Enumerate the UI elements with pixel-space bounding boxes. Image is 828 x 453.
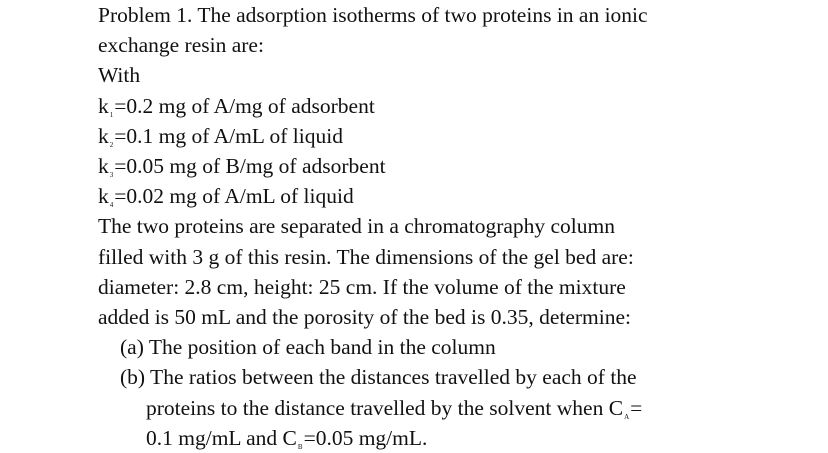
constant-symbol: k	[98, 154, 109, 179]
constant-k3	[98, 151, 818, 181]
constant-k4	[98, 181, 818, 211]
constant-symbol: k	[98, 93, 109, 118]
body-line-3: diameter: 2.8 cm, height: 25 cm. If the volume of the mixture	[98, 274, 626, 299]
question-b-line-3	[98, 423, 818, 453]
constant-text: =0.2 mg of A/mg of adsorbent	[114, 93, 375, 118]
body-line-4: added is 50 mL and the porosity of the bed is 0.35, determine:	[98, 305, 632, 330]
problem-title-line-1: Problem 1. The adsorption isotherms of two proteins in an ionic	[98, 3, 648, 27]
constant-subscript: 2	[109, 140, 114, 149]
constant-subscript: 3	[109, 171, 114, 180]
question-b-line-1: (b) The ratios between the distances travelled by each of the	[120, 365, 637, 390]
problem-title-line-2: exchange resin are:	[98, 33, 264, 58]
subscript-b: B	[297, 442, 303, 451]
question-b-line-2-text: proteins to the distance travelled by the solvent when C	[146, 395, 624, 420]
constant-text: =0.05 mg of B/mg of adsorbent	[114, 154, 386, 179]
constant-text: =0.1 mg of A/mL of liquid	[114, 123, 343, 148]
question-b-line-2	[98, 393, 818, 423]
with-label: With	[98, 63, 141, 88]
body-line-2: filled with 3 g of this resin. The dimensions of the gel bed are:	[98, 244, 634, 269]
constant-k2	[98, 121, 818, 151]
constant-k1	[98, 91, 818, 121]
question-a: (a) The position of each band in the column	[120, 335, 496, 360]
constant-subscript: 4	[109, 201, 114, 210]
constant-subscript: 1	[109, 110, 114, 119]
constant-text: =0.02 mg of A/mL of liquid	[114, 184, 354, 209]
constant-symbol: k	[98, 123, 109, 148]
constant-symbol: k	[98, 184, 109, 209]
question-b-line-3-text: 0.1 mg/mL and C	[146, 425, 297, 450]
subscript-a: A	[624, 412, 630, 421]
question-b-line-3-tail: =0.05 mg/mL.	[303, 425, 428, 450]
question-b-line-2-equals: =	[630, 395, 643, 420]
body-line-1: The two proteins are separated in a chromatography column	[98, 214, 616, 239]
problem-document	[98, 0, 818, 453]
